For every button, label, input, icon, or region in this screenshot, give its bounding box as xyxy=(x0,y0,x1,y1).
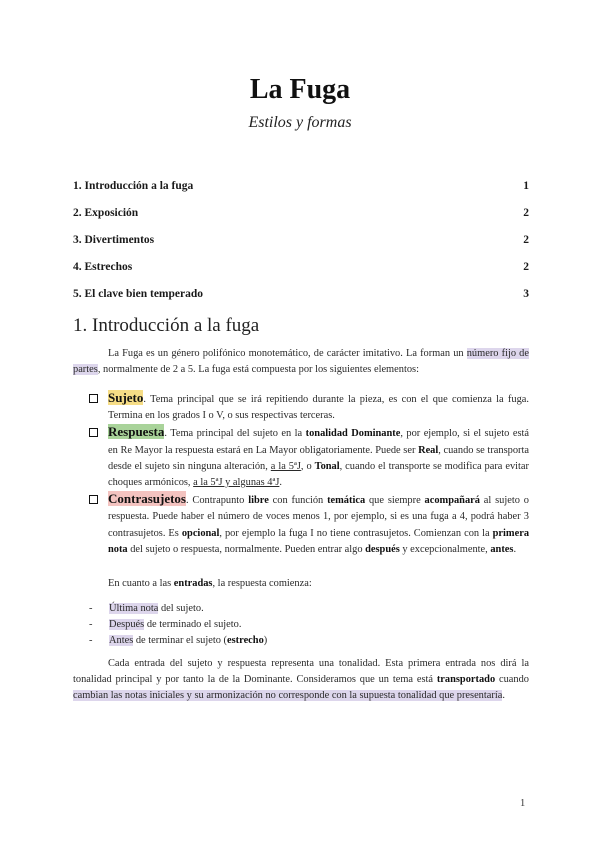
list-item xyxy=(89,633,489,649)
paragraph-text: cuando xyxy=(495,674,529,686)
item-text: , cuando el transporte se modifica para evitar choques armónicos, xyxy=(108,460,529,489)
item-text: , cuando se transporta desde el sujeto sin ninguna alteración, xyxy=(108,444,529,472)
checkbox-bullet-icon xyxy=(89,394,98,403)
bold-text: estrecho xyxy=(227,635,264,647)
list-item xyxy=(89,617,489,633)
item-text: , por ejemplo la fuga I no tiene contrasujetos. Comienzan con la xyxy=(219,527,493,539)
toc-entry[interactable] xyxy=(73,172,529,199)
underlined-text: a la 5ªJ y algunas 4ªJ xyxy=(193,477,280,489)
bold-text: acompañará xyxy=(424,495,480,507)
closing-paragraph xyxy=(73,656,529,705)
item-text: del sujeto o respuesta, normalmente. Pueden entrar algo xyxy=(127,543,366,555)
toc-entry[interactable] xyxy=(73,253,529,280)
list-item-contrasujetos xyxy=(89,491,529,558)
table-of-contents xyxy=(73,172,529,307)
term-sujeto: Sujeto xyxy=(108,390,144,405)
highlighted-text: Última nota xyxy=(109,603,159,614)
paragraph-text: En cuanto a las xyxy=(108,578,174,589)
checkbox-bullet-icon xyxy=(89,428,98,437)
item-text: de terminar el sujeto ( xyxy=(133,635,228,647)
item-text: que siempre xyxy=(365,495,425,507)
dash-bullet: - xyxy=(89,635,93,647)
bold-text: opcional xyxy=(181,527,220,539)
item-text: . xyxy=(279,477,282,489)
paragraph-text: , la respuesta comienza: xyxy=(212,578,312,589)
toc-entry-label: 4. Estrechos xyxy=(73,260,133,273)
highlighted-text: cambian las notas iniciales y su armonización no corresponde con la supuesta tonalidad que presentaría xyxy=(73,690,503,702)
underlined-text: a la 5ªJ xyxy=(270,460,301,472)
toc-entry-label: 3. Divertimentos xyxy=(73,233,155,246)
toc-entry-page: 2 xyxy=(523,260,529,273)
bold-text: después xyxy=(365,543,400,555)
item-text: de terminado el sujeto. xyxy=(144,619,242,631)
intro-paragraph xyxy=(73,346,529,378)
entradas-paragraph xyxy=(73,576,529,592)
page-number: 1 xyxy=(520,798,526,809)
bold-text: libre xyxy=(248,495,269,507)
document-title: La Fuga xyxy=(249,74,351,105)
item-text: y excepcionalmente, xyxy=(399,543,491,555)
paragraph-text: . xyxy=(502,690,505,702)
document-subtitle: Estilos y formas xyxy=(248,114,352,131)
bold-text: temática xyxy=(327,495,366,507)
item-text: . Contrapunto xyxy=(186,495,249,507)
bold-text: entradas xyxy=(173,578,213,589)
toc-entry-page: 1 xyxy=(523,179,529,192)
highlighted-text: Después xyxy=(109,619,145,631)
toc-entry[interactable] xyxy=(73,280,529,307)
item-text: , por ejemplo, si el sujeto está en Re Mayor la respuesta estará en La Mayor obligatoriamente. Puede ser xyxy=(108,428,529,456)
dash-bullet: - xyxy=(89,603,93,614)
dash-bullet: - xyxy=(89,619,93,631)
intro-text: La Fuga es un género polifónico monotemático, de carácter imitativo. La forman un xyxy=(108,348,467,359)
toc-entry-page: 2 xyxy=(523,206,529,219)
section-heading: 1. Introducción a la fuga xyxy=(73,315,260,336)
item-text: al sujeto o respuesta. Puede haber el número de voces menos 1, por ejemplo, si es una fuga a 4, podrá haber 3 contrasujetos. Es xyxy=(108,495,529,539)
bold-text: transportado xyxy=(436,674,496,686)
item-text: . Tema principal que se irá repitiendo durante la pieza, es con el que comienza la fuga. Termina en los grados I o V, o sus respectivas terceras. xyxy=(108,394,529,422)
bold-text: Real xyxy=(418,444,439,456)
item-text: ) xyxy=(263,635,268,647)
toc-entry-label: 1. Introducción a la fuga xyxy=(73,179,194,192)
bold-text: primera nota xyxy=(108,527,530,555)
list-item-respuesta xyxy=(89,424,529,491)
item-text: del sujeto. xyxy=(158,603,204,614)
item-text: con función xyxy=(268,495,328,507)
elements-list xyxy=(89,390,529,558)
toc-entry-page: 3 xyxy=(523,287,529,300)
item-text: , o xyxy=(300,460,315,472)
item-text: . xyxy=(513,543,517,555)
list-item-sujeto xyxy=(89,390,529,424)
entradas-list xyxy=(89,601,489,650)
paragraph-text: Cada entrada del sujeto y respuesta representa una tonalidad. Esta primera entrada nos dirá la tonalidad principal y por tanto la de la Dominante. Consideramos que un tema está xyxy=(73,658,529,686)
toc-entry-page: 2 xyxy=(523,233,529,246)
checkbox-bullet-icon xyxy=(89,495,98,504)
bold-text: antes xyxy=(490,543,514,555)
highlighted-text: Antes xyxy=(109,635,134,647)
toc-entry[interactable] xyxy=(73,199,529,226)
list-item xyxy=(89,601,489,617)
term-respuesta: Respuesta xyxy=(108,424,165,440)
bold-text: tonalidad Dominante xyxy=(305,428,401,440)
highlighted-text: número fijo de partes xyxy=(73,348,529,376)
toc-entry[interactable] xyxy=(73,226,529,253)
toc-entry-label: 2. Exposición xyxy=(73,206,139,219)
toc-entry-label: 5. El clave bien temperado xyxy=(73,287,203,300)
intro-text: , normalmente de 2 a 5. La fuga está compuesta por los siguientes elementos: xyxy=(97,364,419,376)
bold-text: Tonal xyxy=(314,460,340,472)
term-contrasujetos: Contrasujetos xyxy=(108,491,186,507)
item-text: . Tema principal del sujeto en la xyxy=(164,428,306,440)
